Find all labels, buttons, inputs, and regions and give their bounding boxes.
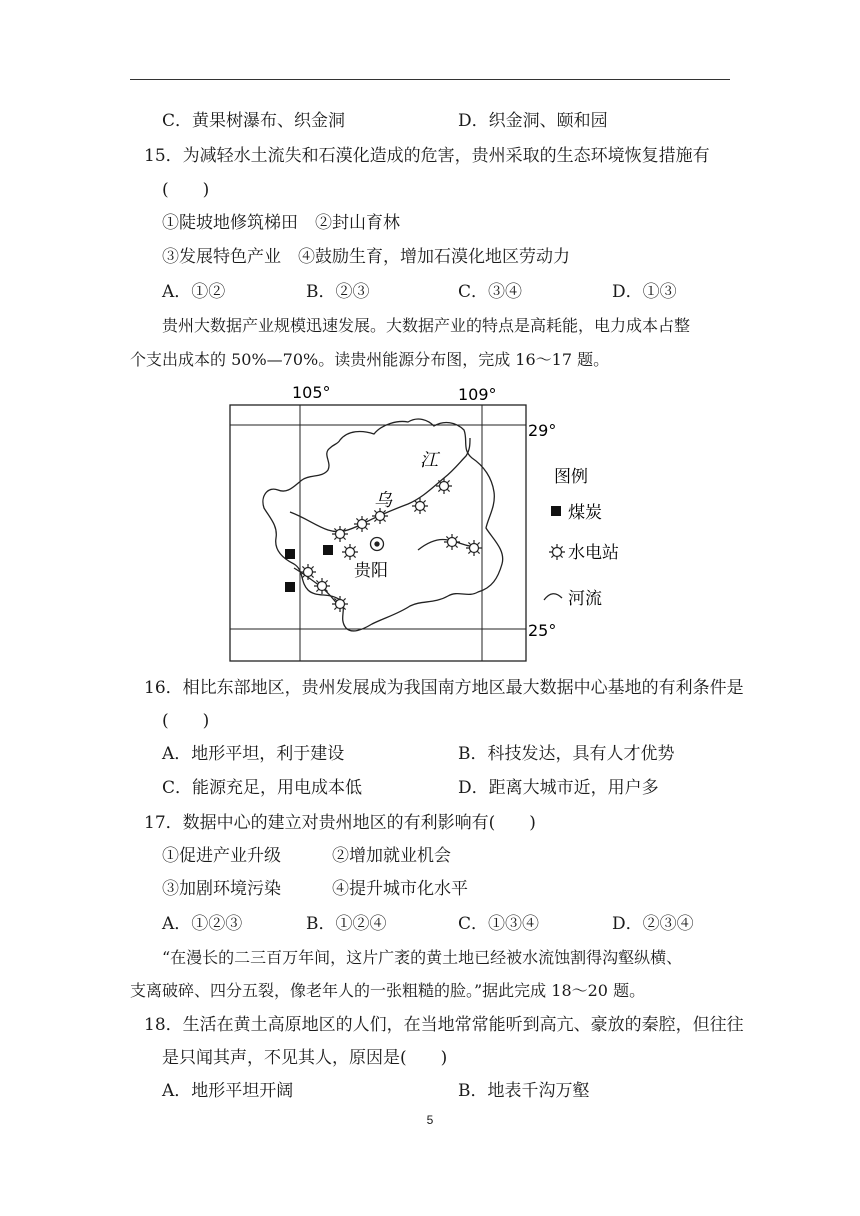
q15-option-a: A．①② — [162, 282, 226, 302]
legend-coal-symbol — [551, 506, 561, 516]
q17-statements-2: ③加剧环境污染 ④提升城市化水平 — [162, 879, 468, 899]
passage-paragraph-2: 支离破碎、四分五裂，像老年人的一张粗糙的脸。”据此完成 18～20 题。 — [130, 981, 646, 1000]
hydro-station-7 — [300, 564, 316, 580]
legend-hydro-symbol — [549, 544, 565, 560]
hydro-station-4 — [354, 516, 370, 532]
hydro-station-5 — [332, 526, 348, 542]
intro-paragraph-2: 个支出成本的 50%—70%。读贵州能源分布图，完成 16～17 题。 — [130, 350, 610, 369]
q14-option-c: C．黄果树瀑布、织金洞 — [162, 111, 346, 131]
guiyang-label: 贵阳 — [354, 561, 388, 581]
question-18-continued: 是只闻其声，不见其人，原因是( ) — [162, 1048, 448, 1068]
q17-option-a: A．①②③ — [162, 914, 243, 934]
hydro-station-10 — [444, 534, 460, 550]
question-16-bracket: ( ) — [162, 711, 210, 731]
q16-option-c: C．能源充足，用电成本低 — [162, 778, 363, 798]
river-label-jiang: 江 — [420, 450, 438, 471]
q15-statements-2: ③发展特色产业 ④鼓励生育，增加石漠化地区劳动力 — [162, 247, 570, 267]
q15-option-b: B．②③ — [306, 282, 370, 302]
guizhou-energy-map — [222, 378, 619, 664]
lon-105-label: 105° — [292, 383, 331, 402]
guizhou-boundary — [263, 419, 503, 631]
intro-paragraph-1: 贵州大数据产业规模迅速发展。大数据产业的特点是高耗能，电力成本占整 — [162, 316, 691, 335]
page-number: 5 — [426, 1113, 434, 1127]
coal-site-3 — [285, 582, 295, 592]
legend-coal-label: 煤炭 — [568, 503, 602, 523]
lon-109-label: 109° — [458, 385, 497, 404]
header-rule — [130, 79, 730, 80]
q17-option-d: D．②③④ — [612, 914, 694, 934]
hydro-station-11 — [466, 540, 482, 556]
map-legend — [544, 467, 619, 609]
coal-site-1 — [323, 545, 333, 555]
lat-29-label: 29° — [528, 421, 557, 440]
river-label-wu: 乌 — [374, 490, 392, 511]
q18-option-a: A．地形平坦开阔 — [162, 1081, 294, 1101]
q16-option-a: A．地形平坦，利于建设 — [162, 744, 345, 764]
q16-option-b: B．科技发达，具有人才优势 — [458, 744, 675, 764]
legend-river-label: 河流 — [568, 589, 602, 609]
question-17: 17．数据中心的建立对贵州地区的有利影响有( ) — [144, 813, 536, 833]
hydro-station-8 — [314, 578, 330, 594]
q15-statements-1: ①陡坡地修筑梯田 ②封山育林 — [162, 213, 400, 233]
guiyang-symbol — [371, 538, 384, 551]
q16-option-d: D．距离大城市近，用户多 — [458, 778, 659, 798]
legend-title: 图例 — [554, 467, 588, 487]
question-15-bracket: ( ) — [162, 180, 210, 200]
q15-option-d: D．①③ — [612, 282, 677, 302]
passage-paragraph-1: “在漫长的二三百万年间，这片广袤的黄土地已经被水流蚀割得沟壑纵横、 — [162, 948, 683, 967]
q17-option-c: C．①③④ — [458, 914, 540, 934]
q17-option-b: B．①②④ — [306, 914, 387, 934]
q18-option-b: B．地表千沟万壑 — [458, 1081, 590, 1101]
q15-option-c: C．③④ — [458, 282, 523, 302]
legend-hydro-label: 水电站 — [568, 543, 619, 563]
question-16: 16．相比东部地区，贵州发展成为我国南方地区最大数据中心基地的有利条件是 — [144, 678, 744, 698]
lat-25-label: 25° — [528, 621, 557, 640]
q17-statements-1: ①促进产业升级 ②增加就业机会 — [162, 846, 451, 866]
hydro-station-1 — [436, 478, 452, 494]
hydro-station-9 — [332, 596, 348, 612]
hydro-station-6 — [342, 544, 358, 560]
question-15: 15．为减轻水土流失和石漠化造成的危害，贵州采取的生态环境恢复措施有 — [144, 146, 710, 166]
coal-site-2 — [285, 549, 295, 559]
legend-river-symbol — [544, 594, 562, 600]
q14-option-d: D．织金洞、颐和园 — [458, 111, 608, 131]
question-18: 18．生活在黄土高原地区的人们，在当地常常能听到高亢、豪放的秦腔，但往往 — [144, 1015, 744, 1035]
